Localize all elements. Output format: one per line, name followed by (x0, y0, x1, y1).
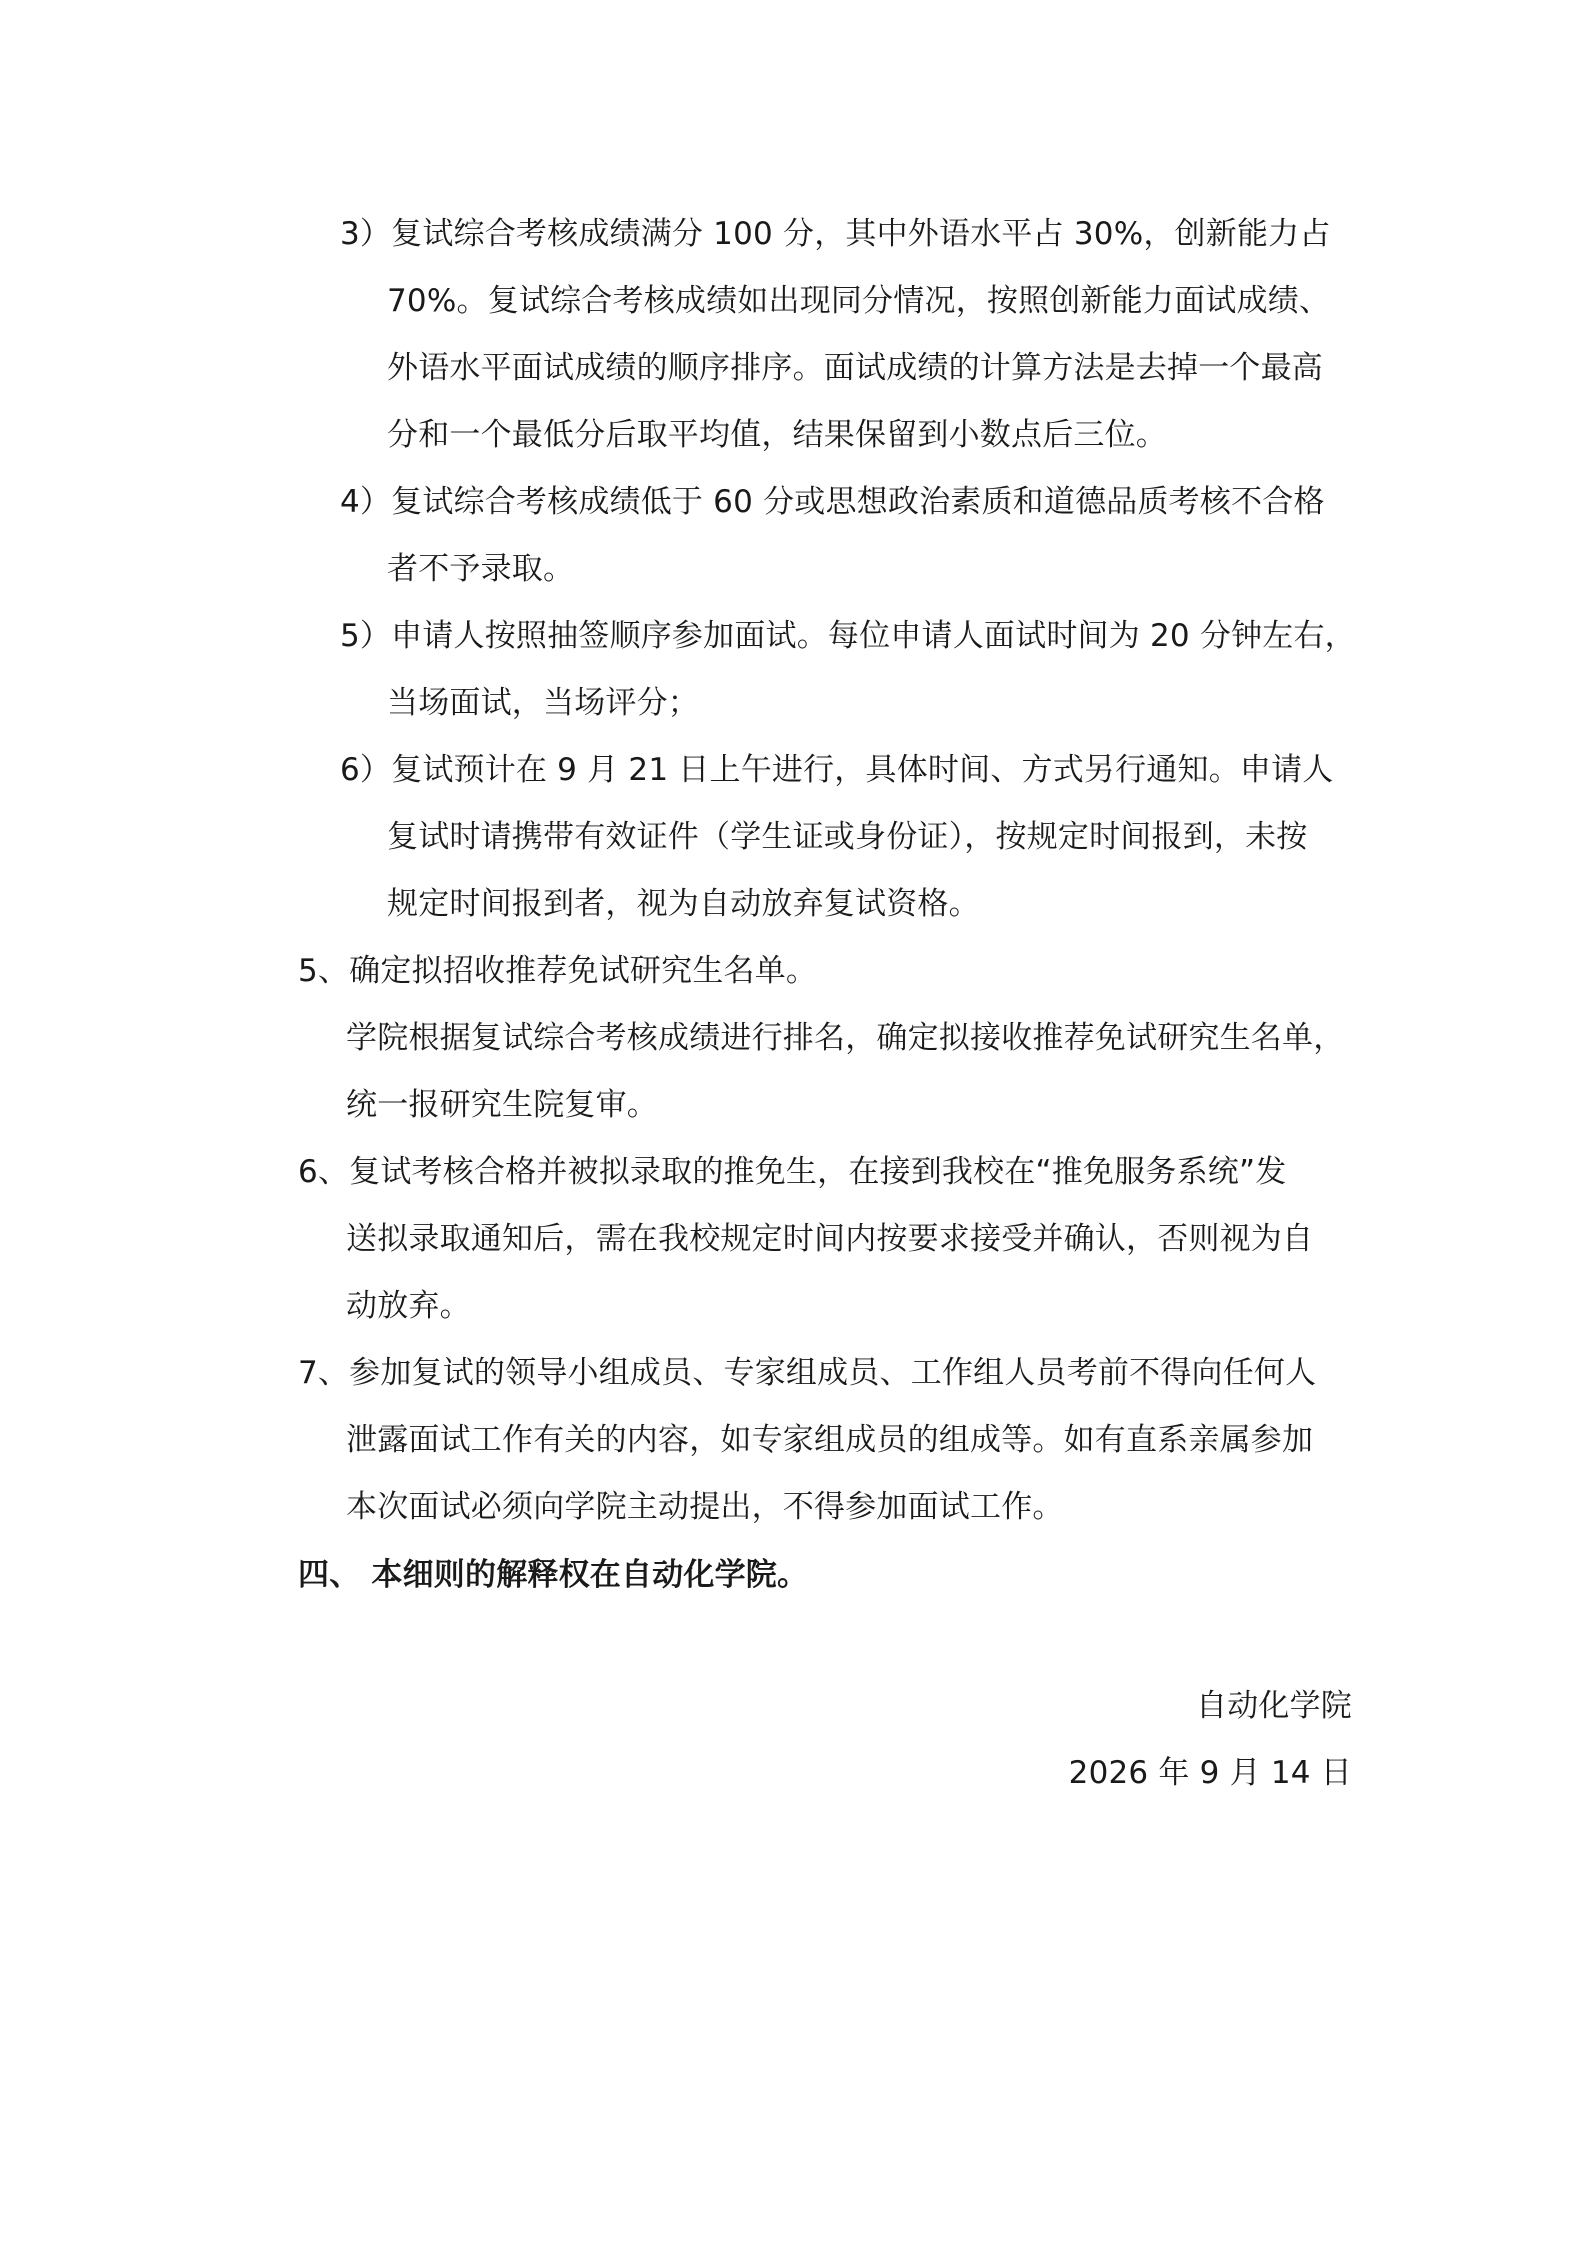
signature-org: 自动化学院 (1196, 1688, 1352, 1724)
signature-date: 2026 年 9 月 14 日 (1068, 1755, 1352, 1791)
item-4-line-1: 4）复试综合考核成绩低于 60 分或思想政治素质和道德品质考核不合格 (340, 484, 1325, 520)
item-6-line-3: 规定时间报到者，视为自动放弃复试资格。 (387, 886, 980, 922)
item-3-line-3: 外语水平面试成绩的顺序排序。面试成绩的计算方法是去掉一个最高 (387, 350, 1323, 386)
section-6-line-1: 6、复试考核合格并被拟录取的推免生，在接到我校在“推免服务系统”发 (298, 1154, 1287, 1190)
item-6-line-2: 复试时请携带有效证件（学生证或身份证），按规定时间报到，未按 (387, 819, 1308, 855)
item-5-line-2: 当场面试，当场评分； (387, 685, 699, 721)
item-5-line-1: 5）申请人按照抽签顺序参加面试。每位申请人面试时间为 20 分钟左右， (340, 618, 1356, 654)
item-4-line-2: 者不予录取。 (387, 551, 575, 587)
section-5-heading: 5、确定拟招收推荐免试研究生名单。 (298, 953, 818, 989)
item-3-line-1: 3）复试综合考核成绩满分 100 分，其中外语水平占 30%，创新能力占 (340, 216, 1331, 252)
item-3-line-4: 分和一个最低分后取平均值，结果保留到小数点后三位。 (387, 417, 1167, 453)
item-3-line-2: 70%。复试综合考核成绩如出现同分情况，按照创新能力面试成绩、 (387, 283, 1331, 319)
section-6-line-3: 动放弃。 (346, 1288, 471, 1324)
section-7-line-1: 7、参加复试的领导小组成员、专家组成员、工作组人员考前不得向任何人 (298, 1355, 1317, 1391)
section-7-line-3: 本次面试必须向学院主动提出，不得参加面试工作。 (346, 1489, 1064, 1525)
section-5-line-3: 统一报研究生院复审。 (346, 1087, 658, 1123)
item-6-line-1: 6）复试预计在 9 月 21 日上午进行，具体时间、方式另行通知。申请人 (340, 752, 1334, 788)
section-5-line-2: 学院根据复试综合考核成绩进行排名，确定拟接收推荐免试研究生名单， (346, 1020, 1345, 1056)
section-6-line-2: 送拟录取通知后，需在我校规定时间内按要求接受并确认，否则视为自 (346, 1221, 1314, 1257)
section-7-line-2: 泄露面试工作有关的内容，如专家组成员的组成等。如有直系亲属参加 (346, 1422, 1314, 1458)
section-4-heading: 四、 本细则的解释权在自动化学院。 (298, 1557, 809, 1593)
